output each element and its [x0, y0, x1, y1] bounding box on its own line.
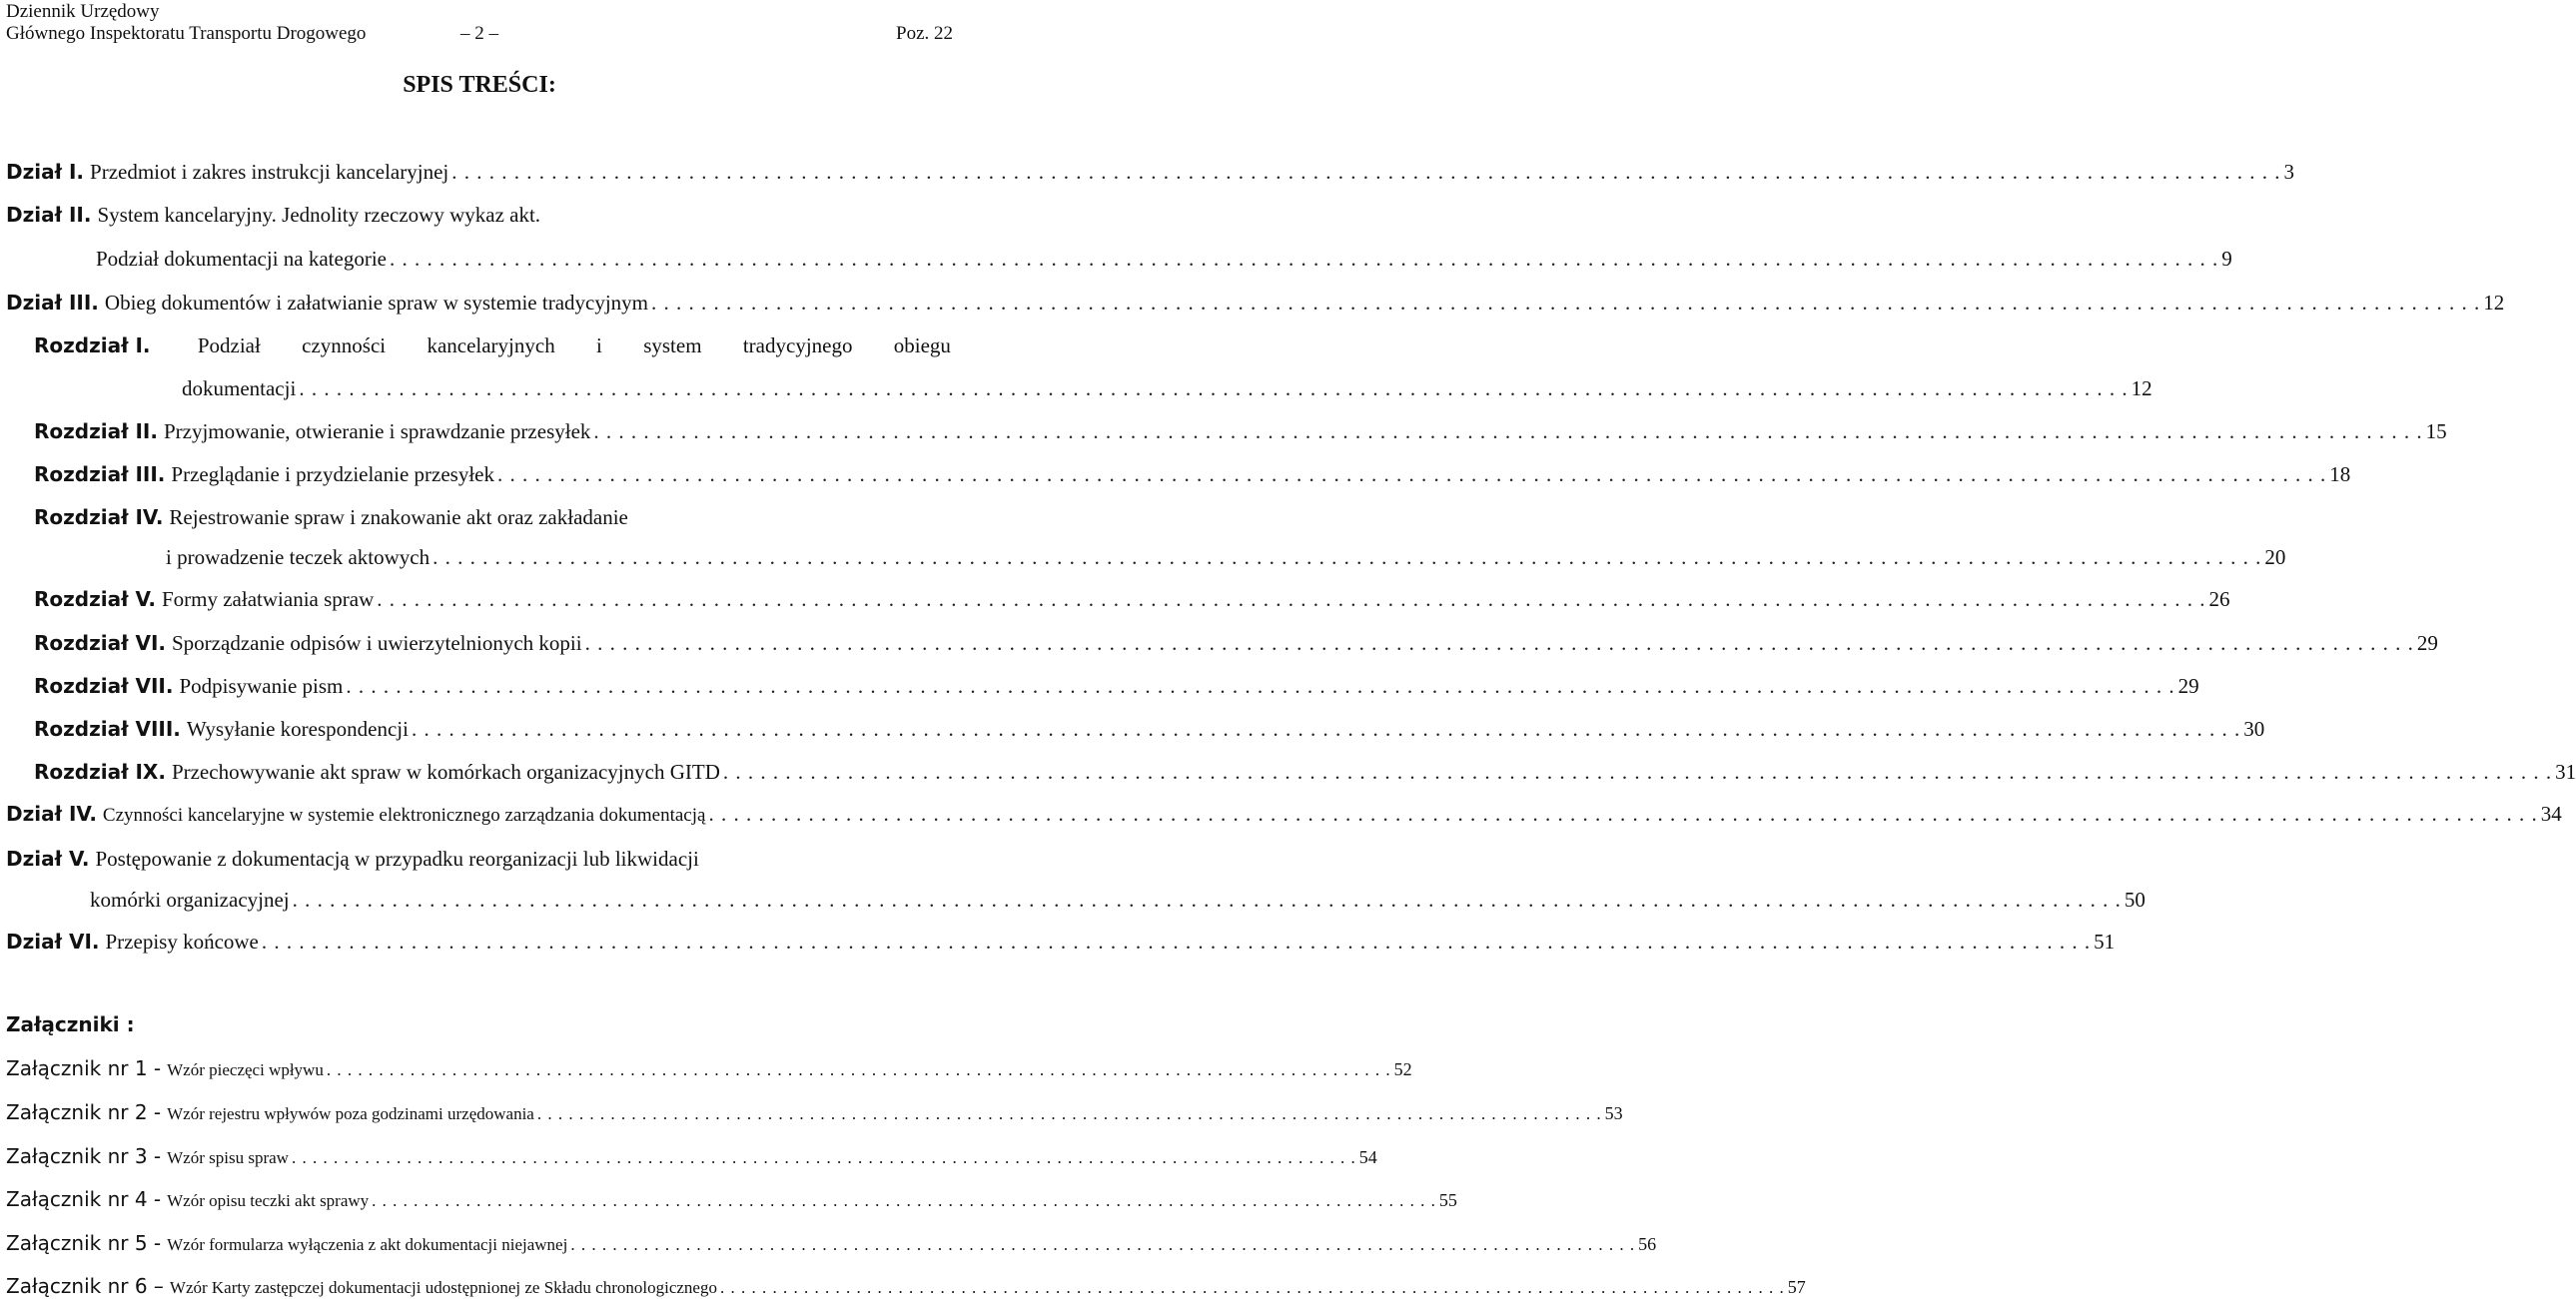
toc-entry-rozdzial-4[interactable]	[34, 505, 947, 530]
annex-entry-2[interactable]	[6, 1100, 1623, 1124]
toc-entry-title: Przyjmowanie, otwieranie i sprawdzanie przesyłek	[163, 419, 591, 443]
toc-entry-dzial-3[interactable]	[6, 291, 2505, 316]
dot-leader	[412, 717, 2240, 742]
toc-entry-title: Podział dokumentacji na kategorie	[96, 247, 387, 271]
dot-leader	[293, 888, 2122, 913]
toc-entry-rozdzial-7[interactable]	[34, 674, 2199, 699]
annexes-heading: Załączniki :	[6, 1012, 135, 1036]
page-number: – 2 –	[460, 23, 498, 44]
toc-entry-rozdzial-6[interactable]	[34, 631, 2438, 656]
toc-entry-rozdzial-1[interactable]	[34, 333, 951, 358]
toc-entry-word: Podział	[197, 333, 261, 357]
publication-title: Dziennik Urzędowy	[6, 1, 160, 22]
annex-page: 56	[1638, 1234, 1657, 1254]
toc-entry-dzial-5-cont[interactable]	[90, 888, 2146, 913]
toc-entry-rozdzial-9[interactable]	[34, 760, 2576, 785]
dot-leader	[593, 419, 2422, 444]
annex-entry-4[interactable]	[6, 1187, 1457, 1211]
toc-entry-page: 50	[2124, 888, 2146, 912]
toc-entry-title: Przepisy końcowe	[105, 930, 259, 954]
dot-leader	[708, 802, 2537, 827]
dot-leader	[262, 930, 2091, 955]
annex-title: Wzór pieczęci wpływu	[167, 1060, 324, 1079]
toc-entry-rozdzial-8[interactable]	[34, 717, 2265, 742]
dot-leader	[372, 1191, 1436, 1211]
dot-leader	[720, 1278, 1785, 1298]
dot-leader	[651, 291, 2480, 316]
annex-label: Załącznik nr 1 -	[6, 1056, 162, 1080]
dot-leader	[377, 587, 2205, 612]
dot-leader	[497, 462, 2326, 487]
toc-entry-word: i	[596, 333, 602, 357]
annex-entry-1[interactable]	[6, 1056, 1412, 1080]
annex-entry-5[interactable]	[6, 1231, 1657, 1255]
toc-entry-dzial-1[interactable]	[6, 160, 2294, 185]
toc-entry-word: kancelaryjnych	[427, 333, 555, 357]
toc-entry-label: Rozdział VII.	[34, 674, 174, 698]
dot-leader	[723, 760, 2552, 785]
annex-page: 55	[1438, 1190, 1457, 1210]
toc-entry-page: 9	[2221, 247, 2232, 271]
annex-label: Załącznik nr 5 -	[6, 1231, 162, 1255]
toc-entry-page: 3	[2283, 160, 2294, 184]
toc-entry-title: Formy załatwiania spraw	[161, 587, 375, 611]
toc-entry-label: Rozdział VI.	[34, 631, 166, 655]
toc-entry-dzial-4[interactable]	[6, 802, 2562, 827]
dot-leader	[292, 1148, 1356, 1168]
toc-entry-label: Dział IV.	[6, 802, 97, 826]
toc-entry-title: Sporządzanie odpisów i uwierzytelnionych kopii	[172, 631, 582, 655]
publication-issuer: Głównego Inspektoratu Transportu Drogowego	[6, 23, 367, 44]
page-title: SPIS TREŚCI:	[403, 72, 556, 98]
annex-page: 57	[1787, 1277, 1806, 1297]
toc-entry-title: System kancelaryjny. Jednolity rzeczowy wykaz akt.	[97, 203, 541, 227]
annex-page: 54	[1358, 1147, 1377, 1167]
toc-entry-page: 12	[2131, 376, 2152, 400]
toc-entry-dzial-5[interactable]	[6, 847, 947, 872]
toc-entry-page: 20	[2264, 545, 2286, 569]
annex-entry-3[interactable]	[6, 1144, 1377, 1168]
dot-leader	[585, 631, 2414, 656]
annex-entry-6[interactable]	[6, 1274, 1806, 1298]
toc-entry-title: Rejestrowanie spraw i znakowanie akt oraz zakładanie	[169, 505, 628, 529]
dot-leader	[451, 160, 2280, 185]
toc-entry-label: Rozdział II.	[34, 419, 158, 443]
annex-title: Wzór formularza wyłączenia z akt dokumentacji niejawnej	[167, 1235, 568, 1254]
toc-entry-label: Rozdział IV.	[34, 505, 164, 529]
annex-title: Wzór spisu spraw	[167, 1148, 289, 1167]
toc-entry-title: Czynności kancelaryjne w systemie elektronicznego zarządzania dokumentacją	[102, 805, 706, 826]
dot-leader	[346, 674, 2174, 699]
toc-entry-label: Rozdział V.	[34, 587, 156, 611]
toc-entry-rozdzial-5[interactable]	[34, 587, 2230, 612]
annex-title: Wzór rejestru wpływów poza godzinami urzędowania	[167, 1104, 534, 1123]
toc-entry-title: i prowadzenie teczek aktowych	[166, 545, 430, 569]
toc-entry-title: Przedmiot i zakres instrukcji kancelaryjnej	[90, 160, 449, 184]
toc-entry-page: 18	[2329, 462, 2351, 486]
toc-entry-label: Dział V.	[6, 847, 90, 871]
toc-entry-dzial-6[interactable]	[6, 930, 2116, 955]
position-number: Poz. 22	[896, 23, 953, 44]
toc-entry-page: 51	[2094, 930, 2116, 954]
toc-entry-label: Rozdział I.	[34, 333, 151, 357]
toc-entry-title: Podpisywanie pism	[179, 674, 344, 698]
dot-leader	[299, 376, 2128, 401]
annex-title: Wzór opisu teczki akt sprawy	[167, 1191, 370, 1210]
toc-entry-title: Przeglądanie i przydzielanie przesyłek	[171, 462, 494, 486]
toc-entry-page: 15	[2425, 419, 2447, 443]
annex-title: Wzór Karty zastępczej dokumentacji udostępnionej ze Składu chronologicznego	[169, 1278, 717, 1297]
toc-entry-title: Obieg dokumentów i załatwianie spraw w systemie tradycyjnym	[104, 291, 649, 315]
toc-entry-page: 12	[2483, 291, 2505, 315]
toc-entry-title: Przechowywanie akt spraw w komórkach organizacyjnych GITD	[171, 760, 720, 784]
toc-entry-rozdzial-2[interactable]	[34, 419, 2447, 444]
toc-entry-rozdzial-1-cont[interactable]	[182, 376, 2152, 401]
dot-leader	[432, 545, 2261, 570]
dot-leader	[390, 247, 2218, 272]
toc-entry-title: komórki organizacyjnej	[90, 888, 290, 912]
annex-label: Załącznik nr 4 -	[6, 1187, 162, 1211]
toc-entry-word: obiegu	[893, 333, 951, 357]
toc-entry-page: 31	[2555, 760, 2576, 784]
annex-label: Załącznik nr 3 -	[6, 1144, 162, 1168]
dot-leader	[327, 1060, 1391, 1080]
toc-entry-page: 29	[2177, 674, 2199, 698]
annex-label: Załącznik nr 2 -	[6, 1100, 162, 1124]
toc-entry-title: Wysyłanie korespondencji	[186, 717, 409, 741]
toc-entry-label: Dział VI.	[6, 930, 100, 954]
toc-entry-word: system	[643, 333, 702, 357]
toc-entry-title: Postępowanie z dokumentacją w przypadku reorganizacji lub likwidacji	[95, 847, 699, 871]
toc-entry-label: Dział I.	[6, 160, 85, 184]
toc-entry-dzial-2[interactable]	[6, 203, 947, 228]
toc-entry-page: 30	[2243, 717, 2265, 741]
toc-entry-label: Dział II.	[6, 203, 92, 227]
toc-entry-page: 34	[2540, 802, 2562, 826]
toc-entry-label: Dział III.	[6, 291, 99, 315]
annex-label: Załącznik nr 6 –	[6, 1274, 164, 1298]
annex-page: 52	[1393, 1059, 1412, 1079]
toc-entry-label: Rozdział III.	[34, 462, 166, 486]
toc-entry-dzial-2-cont[interactable]	[96, 247, 2232, 272]
toc-entry-rozdzial-3[interactable]	[34, 462, 2351, 487]
toc-entry-word: tradycyjnego	[742, 333, 853, 357]
toc-entry-label: Rozdział VIII.	[34, 717, 181, 741]
toc-entry-rozdzial-4-cont[interactable]	[166, 545, 2286, 570]
toc-entry-page: 29	[2416, 631, 2438, 655]
toc-entry-word: czynności	[302, 333, 387, 357]
toc-entry-page: 26	[2208, 587, 2230, 611]
toc-entry-title: dokumentacji	[182, 376, 297, 400]
dot-leader	[537, 1104, 1602, 1124]
toc-entry-label: Rozdział IX.	[34, 760, 166, 784]
annex-page: 53	[1604, 1103, 1623, 1123]
dot-leader	[570, 1235, 1635, 1255]
